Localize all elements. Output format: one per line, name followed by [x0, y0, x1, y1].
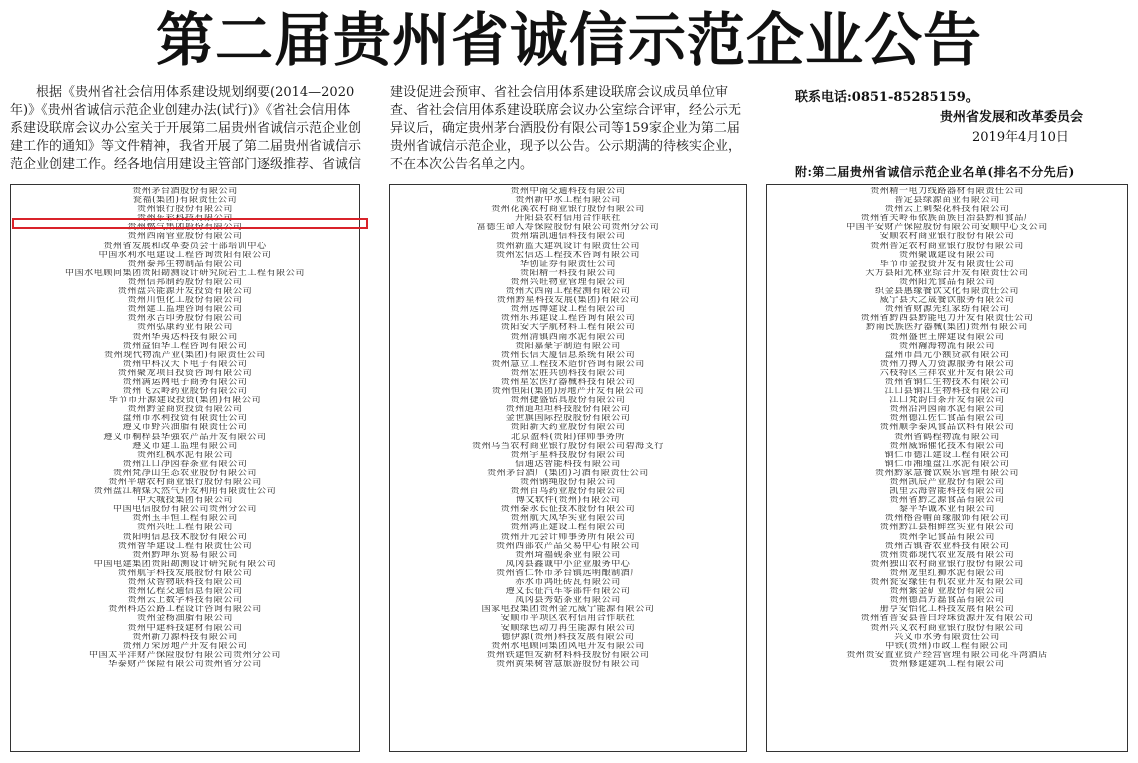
company-list-item: 贵州智华建设工程有限责任公司	[117, 541, 253, 551]
company-list-item: 黎平华诚木业有限公司	[898, 505, 995, 515]
company-list-item: 贵州独山农村商业银行股份有限公司	[870, 559, 1024, 569]
company-list-item: 贵州银行股份有限公司	[136, 205, 233, 215]
company-list-column-3	[766, 184, 1128, 752]
attachment-note: 附:第二届贵州省诚信示范企业名单(排名不分先后)	[795, 165, 1075, 179]
company-list-item: 贵州燃气集团股份有限公司	[127, 223, 243, 233]
company-list-item: 安顺绿色动力再生能源有限公司	[500, 623, 636, 633]
company-list-item: 贵州云上刺梨花科技有限公司	[884, 205, 1010, 215]
company-list-item: 贵州省普安县普白玲珠资源开发有限公司	[860, 614, 1034, 624]
company-list-item: 贵州水电顾问集团风电开发有限公司	[491, 641, 645, 651]
company-list-item: 贵州东邦建设工程咨询有限公司	[500, 314, 636, 324]
company-list-item: 贵州省鹤程物流有限公司	[894, 432, 1000, 442]
company-list-item: 贵州红枫水泥有限公司	[136, 450, 233, 460]
company-list-item: 贵州川恒化工股份有限公司	[127, 296, 243, 306]
company-list-item: 贵阳新天药业股份有限公司	[510, 423, 626, 433]
company-list-item: 贵州飞云岭药业股份有限公司	[122, 387, 248, 397]
company-list-item: 遵义市野兴油脂有限责任公司	[122, 423, 248, 433]
company-list-item: 遵义市建工监理有限公司	[132, 441, 238, 451]
company-list-item: 铜仁市德江建设工程有限公司	[884, 450, 1010, 460]
company-list-item: 贵州省仁怀市茅台镇远明酿制酒厂	[495, 568, 640, 578]
company-list-item: 册亨安怡化工科技发展有限公司	[879, 605, 1015, 615]
company-list-item: 贵州西部农产品交易中心有限公司	[495, 541, 640, 551]
company-list-item: 威宁县天之晟餐饮服务有限公司	[879, 296, 1015, 306]
company-list-item: 贵州李记食品有限公司	[898, 532, 995, 542]
company-list-item: 贵州长信天厦信息系统有限公司	[500, 350, 636, 360]
company-list-item: 中国电建集团贵阳勘测设计研究院有限公司	[93, 559, 277, 569]
company-list-item: 贵州琦福砚茶业有限公司	[515, 550, 621, 560]
company-list-item: 贵州省黔西县黔能电力开发有限责任公司	[860, 314, 1034, 324]
company-list-item: 贵州省财源先红家纺有限公司	[884, 305, 1010, 315]
company-list-item: 贵州茅台酒厂(集团)习酒有限责任公司	[487, 468, 649, 478]
company-list-item: 贵州新力源科技有限公司	[132, 632, 238, 642]
company-list-item: 贵州星宏医疗器械科技有限公司	[500, 377, 636, 387]
company-list-item: 贵州科达公路工程设计咨询有限公司	[108, 605, 262, 615]
company-list-item: 贵州道坦坦科技股份有限公司	[505, 405, 631, 415]
company-list-item: 贵州铁建恒发新材料科技股份有限公司	[486, 650, 650, 660]
company-list-item: 贵州中建科技建材有限公司	[127, 623, 243, 633]
company-list-item: 毕节市金投资开发有限责任公司	[879, 259, 1015, 269]
company-list-item: 贵州兴旺工程有限公司	[136, 523, 233, 533]
company-list-item: 江口县铜江生物科技有限公司	[884, 387, 1010, 397]
company-list-item: 贵州中科汉天下电子有限公司	[122, 359, 248, 369]
company-list-item: 贵州宏信达工程技术咨询有限公司	[495, 250, 640, 260]
company-list-item: 贵阳安大学航材料工程有限公司	[500, 323, 636, 333]
company-list-item: 贵州盛世王牌建设有限公司	[889, 332, 1005, 342]
company-list-item: 织金县惠缘餐饮文化有限责任公司	[874, 287, 1019, 297]
company-list-item: 贵州万荣房地产开发有限公司	[122, 641, 248, 651]
company-list-item: 盘州市水利投资有限责任公司	[122, 414, 248, 424]
company-list-item: 贵州恒阳(集团)房地产开发有限公司	[491, 387, 645, 397]
company-list-item: 贵阳嘉豪宇制造有限公司	[515, 341, 621, 351]
company-list-item: 华创证券有限责任公司	[519, 259, 616, 269]
company-list-item: 贵州益佰华工程咨询有限公司	[122, 341, 248, 351]
company-list-item: 贵州梵净山生态农业股份有限公司	[112, 468, 257, 478]
company-list-item: 贵州瓮安缘佳有机农业开发有限公司	[870, 578, 1024, 588]
company-list-item: 贵州花溪农村商业银行股份有限公司	[491, 205, 645, 215]
company-list-item: 贵州开元会计师事务所有限公司	[500, 532, 636, 542]
company-list-item: 贵州泰邦生物制品有限公司	[127, 259, 243, 269]
company-list-item: 贵州贵都现代农业发展有限公司	[879, 550, 1015, 560]
company-list-item: 贵州航宇科技发展股份有限公司	[117, 568, 253, 578]
company-list-item: 贵州捷盛钻具股份有限公司	[510, 396, 626, 406]
company-list-item: 黔南民族医疗器械(集团)贵州有限公司	[866, 323, 1028, 333]
company-list-item: 盘州市昌元小额贷款有限公司	[884, 350, 1010, 360]
company-list-item: 贵州现代物流产业(集团)有限责任公司	[104, 350, 266, 360]
company-list-item: 贵州兴义农村商业银行股份有限公司	[870, 623, 1024, 633]
company-list-item: 安顺市平坝区农村信用合作联社	[500, 614, 636, 624]
company-list-item: 贵州建工监理咨询有限公司	[127, 305, 243, 315]
company-list-item: 凤冈县秀姑茶业有限公司	[515, 596, 621, 606]
company-list-item: 贵州玉丰恒工程有限公司	[132, 514, 238, 524]
company-list-item: 赤水市鸿旺砖瓦有限公司	[515, 578, 621, 588]
company-list-item: 凯里云海智能科技有限公司	[889, 487, 1005, 497]
company-list-item: 信通达智能科技有限公司	[515, 459, 621, 469]
company-list-item: 中国水利水电建设工程咨询贵阳有限公司	[98, 250, 272, 260]
company-list-item: 贵州贵安置业资产经营管理有限公司花斗湾酒店	[846, 650, 1048, 660]
company-list-item: 江口梵韵白茶开发有限公司	[889, 396, 1005, 406]
company-list-item: 中国太平洋财产保险股份有限公司贵州分公司	[88, 650, 281, 660]
company-list-item: 贵州龙里红狮水泥有限公司	[889, 568, 1005, 578]
issuing-organization: 贵州省发展和改革委员会	[940, 110, 1084, 125]
company-list-item: 贵州钢绳股份有限公司	[519, 478, 616, 487]
company-list-item: 贵州盘兴能源开发投资有限公司	[117, 287, 253, 297]
company-list-item: 贵州盘江精煤天然气开发利用有限责任公司	[93, 487, 277, 497]
company-list-item: 遵义长征汽车零部件有限公司	[505, 587, 631, 597]
company-list-item: 贵州航天凤华实业有限公司	[510, 514, 626, 524]
company-list-item: 贵州鸿正建设工程有限公司	[510, 523, 626, 533]
company-list-item: 遵义市桐梓县华强农产品开发有限公司	[103, 432, 267, 442]
company-list-item: 贵州凯辰产业股份有限公司	[889, 478, 1005, 487]
company-list-item: 贵州弘康药业有限公司	[136, 323, 233, 333]
company-list-item: 贵州黔金商贸投资有限公司	[127, 405, 243, 415]
company-list-item: 贵州顺李泰风食品饮料有限公司	[879, 423, 1015, 433]
company-list-item: 贵州德昌方磊食品有限公司	[889, 596, 1005, 606]
company-list-item: 铜仁市湘瑾盘江水泥有限公司	[884, 459, 1010, 469]
company-list-item: 贵州瀚海物流有限公司	[898, 341, 995, 351]
company-list-item: 贵州信邦制药股份有限公司	[127, 277, 243, 287]
company-list-item: 贵州修建建筑工程有限公司	[889, 659, 1005, 669]
intro-paragraph-part2: 建设促进会预审、省社会信用体系建设联席会议成员单位审查、省社会信用体系建设联席会议办公室综合评审，经公示无异议后，确定贵州茅台酒股份有限公司等159家企业为第二届贵州省诚信示范企业，现予以公告。公示期满的待核实企业，不在本次公告名单之内。	[390, 85, 742, 172]
company-list-item: 贵州中南交通科技有限公司	[510, 187, 626, 196]
company-list-item: 贵州阳光食品有限公司	[898, 277, 995, 287]
company-list-item: 贵州黄果树智慧旅游股份有限公司	[495, 659, 640, 669]
company-list-item: 博文软件(贵州)有限公司	[515, 496, 621, 506]
company-list-item: 贵州聚龙项目投资咨询有限公司	[117, 368, 253, 378]
company-list-item: 贵州聚诚建设有限公司	[898, 250, 995, 260]
company-list-item: 贵州黔星科技发展(集团)有限公司	[496, 296, 640, 306]
company-list-item: 贵州西南管业股份有限公司	[127, 232, 243, 242]
company-list-item: 华泰财产保险有限公司贵州省分公司	[108, 659, 262, 669]
company-list-item: 中国电信股份有限公司贵州分公司	[112, 505, 257, 515]
company-list-item: 贵州金杨油脂有限公司	[136, 614, 233, 624]
company-list-item: 贵州古镇香农业科技有限公司	[884, 541, 1010, 551]
company-list-item: 贵州力搏人力资源服务有限公司	[879, 359, 1015, 369]
company-list-item: 贵州省关岭布依族苗族自治县黔和食品厂	[860, 214, 1034, 224]
company-list-item: 贵州平塘农村商业银行股份有限公司	[108, 478, 262, 487]
company-list-item: 兴义市水务有限责任公司	[894, 632, 1000, 642]
company-list-item: 毕节市开源建设投资(集团)有限公司	[108, 396, 262, 406]
page-title: 第二届贵州省诚信示范企业公告	[155, 6, 982, 74]
company-list-item: 贵州德江佐仁食品有限公司	[889, 414, 1005, 424]
company-list-item: 贵州瑞凯通信科技有限公司	[510, 232, 626, 242]
company-list-item: 贵阳明信息技术股份有限公司	[122, 532, 248, 542]
issue-date: 2019年4月10日	[972, 130, 1069, 145]
company-list-item: 贵州泰永长征技术股份有限公司	[500, 505, 636, 515]
company-list-item: 贵州百鸟药业股份有限公司	[510, 487, 626, 497]
company-list-item: 贵州华夷达科技有限公司	[132, 332, 238, 342]
company-list-item: 贵州黔家慧餐饮娱乐管理有限公司	[874, 468, 1019, 478]
company-list-item: 大方县阳光林业综合开发有限责任公司	[865, 268, 1029, 278]
company-list-item: 贵州新中水工程有限公司	[515, 196, 621, 206]
company-list-item: 开阳县农村信用合作联社	[515, 214, 621, 224]
company-list-item: 贵州兴旺物业管理有限公司	[510, 277, 626, 287]
company-list-item: 贵州省铜仁生物技术有限公司	[884, 377, 1010, 387]
company-list-item: 富德生命人寿保险股份有限公司贵州分公司	[476, 223, 660, 233]
company-list-item: 贵州宏胜共创科技有限公司	[510, 368, 626, 378]
company-list-item: 贵州榕沓帽苗缘服饰有限公司	[884, 514, 1010, 524]
company-list-item: 贵州江口净园春茶业有限公司	[122, 459, 248, 469]
company-list-item: 贵州紫金矿业股份有限公司	[889, 587, 1005, 597]
company-list-item: 贵州远博建设工程有限公司	[510, 305, 626, 315]
company-list-item: 贵州精一电力线路器材有限责任公司	[870, 187, 1024, 196]
company-list-item: 北京盈科(贵阳)律师事务所	[511, 432, 625, 442]
company-list-item: 贵州亿程交通信息有限公司	[127, 587, 243, 597]
company-list-column-1	[10, 184, 360, 752]
company-list-item: 贵州黔江县相鲜丝实业有限公司	[879, 523, 1015, 533]
company-list-item: 贵州新蓝天建筑设计有限责任公司	[495, 241, 640, 251]
company-list-column-2	[389, 184, 747, 752]
company-list-item: 凤冈县鑫诚中小企业服务中心	[505, 559, 631, 569]
contact-phone: 联系电话:0851-85285159。	[795, 90, 979, 105]
company-list-item: 贵州威锦催化技术有限公司	[889, 441, 1005, 451]
company-list-item: 贵州满运网电子商务有限公司	[122, 377, 248, 387]
company-list-item: 国家电投集团贵州金元威宁能源有限公司	[481, 605, 655, 615]
company-list-item: 贵州众智物联科技有限公司	[127, 578, 243, 588]
company-list-item: 贵州东彩科技有限公司	[136, 214, 233, 224]
company-list-item: 贵州大西南工程检测有限公司	[505, 287, 631, 297]
company-list-item: 贵州永吉印务股份有限公司	[127, 314, 243, 324]
company-list-item: 普定县绿源苗业有限公司	[894, 196, 1000, 206]
company-list-item: 安顺农村商业银行股份有限公司	[879, 232, 1015, 242]
company-list-item: 六枝特区兰祥农业开发有限公司	[879, 368, 1015, 378]
company-list-item: 贵州慧立工程技术造价咨询有限公司	[491, 359, 645, 369]
company-list-item: 贵州乌当农村商业银行股份有限公司碧海支行	[471, 441, 664, 451]
company-list-item: 贵阳精一科技有限公司	[519, 268, 616, 278]
company-list-item: 中国平安财产保险股份有限公司安顺中心支公司	[846, 223, 1048, 233]
company-list-item: 德伊源(贵州)科技发展有限公司	[501, 632, 635, 642]
company-list-item: 瓮福(集团)有限责任公司	[132, 196, 238, 206]
company-list-item: 中铁(贵州)市政工程有限公司	[885, 641, 1009, 651]
company-list-item: 贵州茅台酒股份有限公司	[132, 187, 238, 196]
company-list-item: 贵州清镇西南水泥有限公司	[510, 332, 626, 342]
company-list-item: 贵州普定农村商业银行股份有限公司	[870, 241, 1024, 251]
company-list-item: 中天城投集团有限公司	[136, 496, 233, 506]
company-list-item: 金世旗国际控股股份有限公司	[505, 414, 631, 424]
company-list-item: 贵州黔坤东贸易有限公司	[132, 550, 238, 560]
company-list-item: 中国水电顾问集团贵阳勘测设计研究院岩土工程有限公司	[64, 268, 305, 278]
company-list-item: 贵州省发展和改革委员会干部培训中心	[103, 241, 267, 251]
company-list-item: 贵州沿河园南水泥有限公司	[889, 405, 1005, 415]
intro-paragraph-part1: 根据《贵州省社会信用体系建设规划纲要(2014—2020年)》《贵州省诚信示范企业创建办法(试行)》《省社会信用体系建设联席会议办公室关于开展第二届贵州省诚信示范企业创建工作的通知》等文件精神，我省开展了第二届贵州省诚信示范企业创建工作。经各地信用建设主管部门逐级推荐、省诚信	[10, 85, 362, 172]
company-list-item: 贵州省黔之源食品有限公司	[889, 496, 1005, 506]
company-list-item: 贵州云上数字科技有限公司	[127, 596, 243, 606]
company-list-item: 贵州宇星科技股份有限公司	[510, 450, 626, 460]
